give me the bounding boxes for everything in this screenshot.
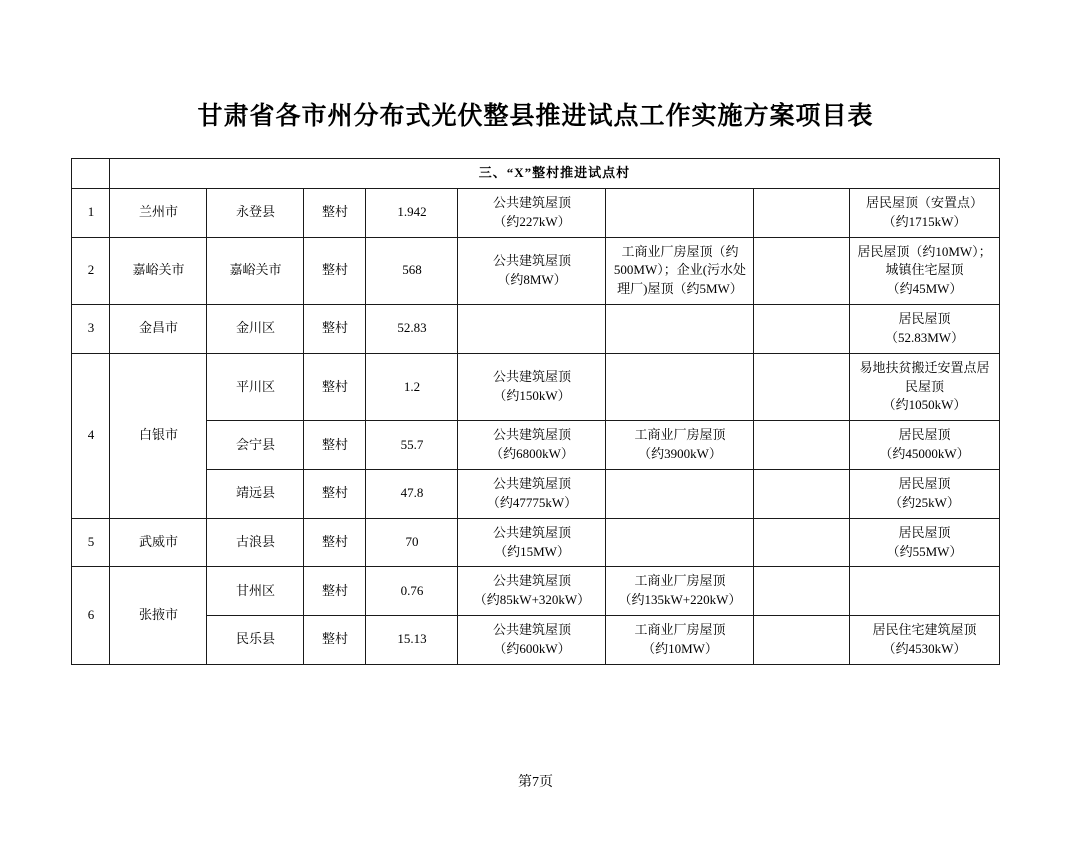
row-blank bbox=[754, 567, 850, 616]
row-county: 靖远县 bbox=[207, 469, 304, 518]
row-residential-roof: 居民住宅建筑屋顶 （约4530kW） bbox=[850, 616, 999, 665]
row-industrial-roof bbox=[606, 188, 754, 237]
document-page bbox=[0, 96, 1071, 845]
row-county: 平川区 bbox=[207, 353, 304, 421]
row-scope: 整村 bbox=[304, 353, 366, 421]
row-index: 6 bbox=[72, 567, 110, 664]
table-row bbox=[72, 421, 999, 470]
row-city: 金昌市 bbox=[110, 305, 207, 354]
row-residential-roof: 居民屋顶 （约55MW） bbox=[850, 518, 999, 567]
table-row bbox=[72, 237, 999, 305]
table-row bbox=[72, 353, 999, 421]
row-city: 白银市 bbox=[110, 353, 207, 518]
row-blank bbox=[754, 518, 850, 567]
row-index: 2 bbox=[72, 237, 110, 305]
table-header-row bbox=[72, 159, 999, 189]
row-scope: 整村 bbox=[304, 616, 366, 665]
table-row bbox=[72, 305, 999, 354]
row-capacity: 1.942 bbox=[366, 188, 458, 237]
row-public-roof: 公共建筑屋顶 （约15MW） bbox=[458, 518, 606, 567]
row-index: 5 bbox=[72, 518, 110, 567]
row-city: 嘉峪关市 bbox=[110, 237, 207, 305]
table-row bbox=[72, 518, 999, 567]
row-capacity: 52.83 bbox=[366, 305, 458, 354]
row-industrial-roof: 工商业厂房屋顶 （约135kW+220kW） bbox=[606, 567, 754, 616]
row-industrial-roof: 工商业厂房屋顶 （约10MW） bbox=[606, 616, 754, 665]
row-scope: 整村 bbox=[304, 518, 366, 567]
row-residential-roof: 居民屋顶（约10MW）； 城镇住宅屋顶 （约45MW） bbox=[850, 237, 999, 305]
project-table bbox=[71, 158, 999, 665]
row-capacity: 0.76 bbox=[366, 567, 458, 616]
row-public-roof: 公共建筑屋顶 （约47775kW） bbox=[458, 469, 606, 518]
row-industrial-roof: 工商业厂房屋顶（约 500MW）；企业(污水处 理厂)屋顶（约5MW） bbox=[606, 237, 754, 305]
row-capacity: 55.7 bbox=[366, 421, 458, 470]
row-index: 4 bbox=[72, 353, 110, 518]
row-public-roof: 公共建筑屋顶 （约600kW） bbox=[458, 616, 606, 665]
row-county: 永登县 bbox=[207, 188, 304, 237]
table-row bbox=[72, 567, 999, 616]
row-scope: 整村 bbox=[304, 567, 366, 616]
row-blank bbox=[754, 237, 850, 305]
row-capacity: 70 bbox=[366, 518, 458, 567]
row-residential-roof: 居民屋顶 （约25kW） bbox=[850, 469, 999, 518]
row-public-roof: 公共建筑屋顶 （约8MW） bbox=[458, 237, 606, 305]
row-county: 会宁县 bbox=[207, 421, 304, 470]
row-capacity: 15.13 bbox=[366, 616, 458, 665]
table-row bbox=[72, 616, 999, 665]
row-scope: 整村 bbox=[304, 188, 366, 237]
row-blank bbox=[754, 469, 850, 518]
row-industrial-roof bbox=[606, 518, 754, 567]
row-residential-roof: 居民屋顶（安置点） （约1715kW） bbox=[850, 188, 999, 237]
row-public-roof: 公共建筑屋顶 （约227kW） bbox=[458, 188, 606, 237]
row-residential-roof: 居民屋顶 （52.83MW） bbox=[850, 305, 999, 354]
table-row bbox=[72, 469, 999, 518]
row-public-roof: 公共建筑屋顶 （约85kW+320kW） bbox=[458, 567, 606, 616]
row-public-roof bbox=[458, 305, 606, 354]
row-residential-roof: 易地扶贫搬迁安置点居 民屋顶 （约1050kW） bbox=[850, 353, 999, 421]
row-scope: 整村 bbox=[304, 237, 366, 305]
row-capacity: 568 bbox=[366, 237, 458, 305]
row-county: 甘州区 bbox=[207, 567, 304, 616]
row-city: 张掖市 bbox=[110, 567, 207, 664]
row-county: 民乐县 bbox=[207, 616, 304, 665]
row-scope: 整村 bbox=[304, 421, 366, 470]
page-title: 甘肃省各市州分布式光伏整县推进试点工作实施方案项目表 bbox=[197, 103, 874, 130]
row-industrial-roof bbox=[606, 305, 754, 354]
header-blank-cell bbox=[72, 159, 110, 189]
row-index: 1 bbox=[72, 188, 110, 237]
section-header: 三、“X”整村推进试点村 bbox=[110, 159, 999, 189]
row-capacity: 1.2 bbox=[366, 353, 458, 421]
row-blank bbox=[754, 616, 850, 665]
row-public-roof: 公共建筑屋顶 （约150kW） bbox=[458, 353, 606, 421]
row-residential-roof: 居民屋顶 （约45000kW） bbox=[850, 421, 999, 470]
row-blank bbox=[754, 353, 850, 421]
row-industrial-roof bbox=[606, 469, 754, 518]
row-residential-roof bbox=[850, 567, 999, 616]
row-city: 兰州市 bbox=[110, 188, 207, 237]
row-industrial-roof: 工商业厂房屋顶 （约3900kW） bbox=[606, 421, 754, 470]
row-industrial-roof bbox=[606, 353, 754, 421]
row-scope: 整村 bbox=[304, 469, 366, 518]
row-public-roof: 公共建筑屋顶 （约6800kW） bbox=[458, 421, 606, 470]
row-city: 武威市 bbox=[110, 518, 207, 567]
row-capacity: 47.8 bbox=[366, 469, 458, 518]
row-blank bbox=[754, 305, 850, 354]
row-index: 3 bbox=[72, 305, 110, 354]
row-blank bbox=[754, 421, 850, 470]
row-county: 金川区 bbox=[207, 305, 304, 354]
row-blank bbox=[754, 188, 850, 237]
row-county: 嘉峪关市 bbox=[207, 237, 304, 305]
page-footer: 第7页 bbox=[518, 775, 553, 790]
row-county: 古浪县 bbox=[207, 518, 304, 567]
row-scope: 整村 bbox=[304, 305, 366, 354]
table-row bbox=[72, 188, 999, 237]
